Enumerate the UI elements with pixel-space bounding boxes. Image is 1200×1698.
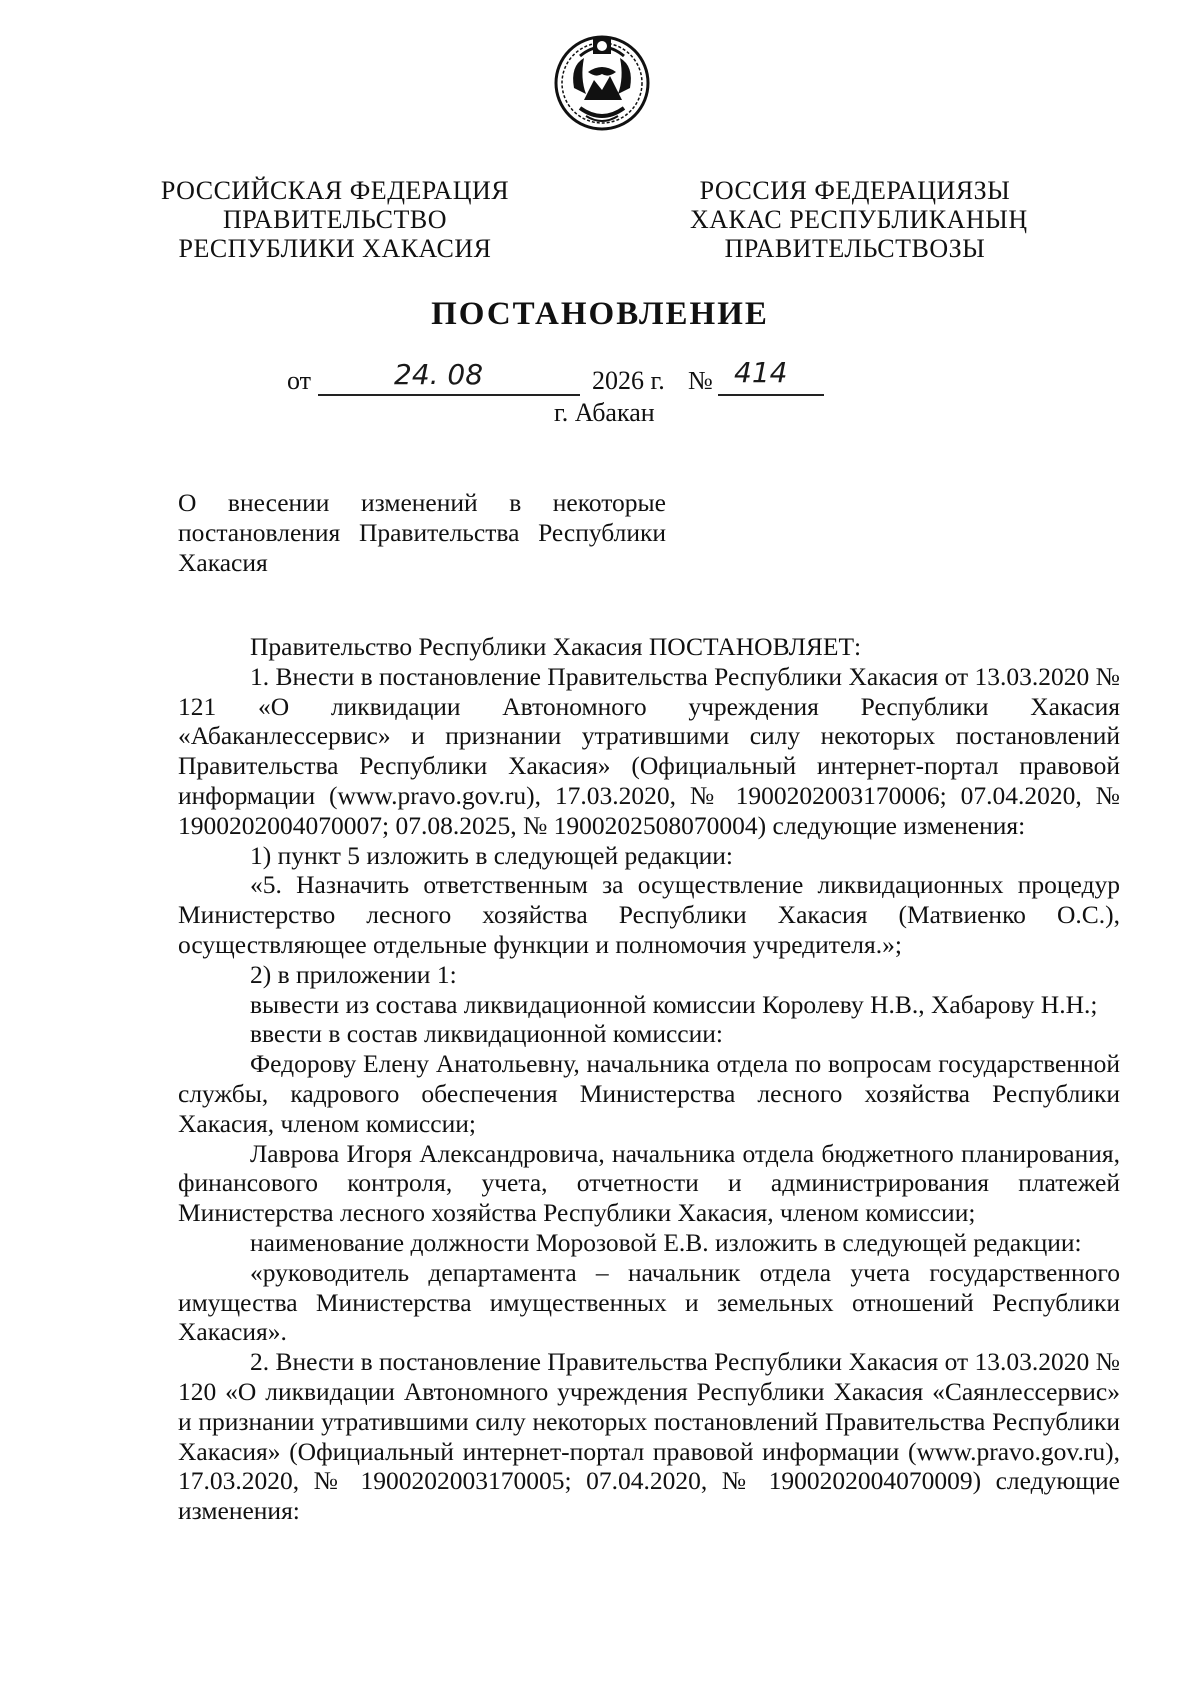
date-underline: [318, 394, 580, 396]
header-right-line: РОССИЯ ФЕДЕРАЦИЯЗЫ: [699, 176, 1011, 205]
body-paragraph: Федорову Елену Анатольевну, начальника отдела по вопросам государственной службы, кадрового обеспечения Министерства лесного хозяйства Республики Хакасия, членом комиссии;: [178, 1049, 1120, 1138]
body-paragraph: 2. Внести в постановление Правительства Республики Хакасия от 13.03.2020 № 120 «О ликвидации Автономного учреждения Республики Хакасия «Саянлессервис» и признании утратившими силу некоторых постановлений Правительства Республики Хакасия» (Официальный интернет-портал правовой информации (www.pravo.gov.ru), 17.03.2020, № 1900202003170005; 07.04.2020, № 1900202004070009) следующие изменения:: [178, 1347, 1120, 1526]
subject-line: Хакасия: [178, 548, 268, 577]
number-label: №: [688, 366, 713, 395]
handwritten-date: 24. 08: [394, 358, 484, 391]
header-right-line: ПРАВИТЕЛЬСТВОЗЫ: [724, 234, 986, 263]
subject-line: постановления Правительства Республики: [178, 518, 666, 547]
body-paragraph: вывести из состава ликвидационной комиссии Королеву Н.В., Хабарову Н.Н.;: [250, 989, 1098, 1019]
document-body: [178, 632, 1120, 1526]
subject-line: О внесении изменений в некоторые: [178, 488, 666, 517]
body-paragraph: «5. Назначить ответственным за осуществление ликвидационных процедур Министерство лесного хозяйства Республики Хакасия (Матвиенко О.С.), осуществляющее отдельные функции и полномочия учредителя.»;: [178, 870, 1120, 959]
header-left: [160, 176, 510, 263]
header-left-line: ПРАВИТЕЛЬСТВО: [223, 205, 447, 234]
body-paragraph: Правительство Республики Хакасия ПОСТАНОВЛЯЕТ:: [250, 632, 862, 661]
date-year: 2026 г.: [592, 366, 665, 395]
coat-of-arms-emblem: [550, 28, 654, 132]
header-right-line: ХАКАС РЕСПУБЛИКАНЫҢ: [690, 205, 1028, 234]
body-paragraph: наименование должности Морозовой Е.В. изложить в следующей редакции:: [250, 1227, 1082, 1257]
header-right: [690, 176, 1028, 263]
header-left-line: РЕСПУБЛИКИ ХАКАСИЯ: [178, 234, 492, 263]
handwritten-number: 414: [734, 356, 788, 389]
body-paragraph: 1. Внести в постановление Правительства Республики Хакасия от 13.03.2020 № 121 «О ликвидации Автономного учреждения Республики Хакасия «Абаканлессервис» и признании утратившими силу некоторых постановлений Правительства Республики Хакасия» (Официальный интернет-портал правовой информации (www.pravo.gov.ru), 17.03.2020, № 1900202003170006; 07.04.2020, № 1900202004070007; 07.08.2025, № 1900202508070004) следующие изменения:: [178, 661, 1120, 840]
city: г. Абакан: [554, 398, 655, 427]
document-title: ПОСТАНОВЛЕНИЕ: [431, 296, 769, 332]
body-paragraph: 2) в приложении 1:: [250, 959, 457, 989]
date-from-label: от: [287, 366, 312, 395]
header-left-line: РОССИЙСКАЯ ФЕДЕРАЦИЯ: [160, 176, 510, 205]
body-paragraph: ввести в состав ликвидационной комиссии:: [250, 1019, 723, 1049]
body-paragraph: 1) пункт 5 изложить в следующей редакции:: [250, 840, 733, 870]
number-underline: [718, 394, 824, 396]
body-paragraph: Лаврова Игоря Александровича, начальника отдела бюджетного планирования, финансового контроля, учета, отчетности и администрирования платежей Министерства лесного хозяйства Республики Хакасия, членом комиссии;: [178, 1138, 1120, 1228]
body-paragraph: «руководитель департамента – начальник отдела учета государственного имущества Министерства имущественных и земельных отношений Республики Хакасия».: [178, 1257, 1120, 1347]
document-subject: [178, 488, 666, 578]
